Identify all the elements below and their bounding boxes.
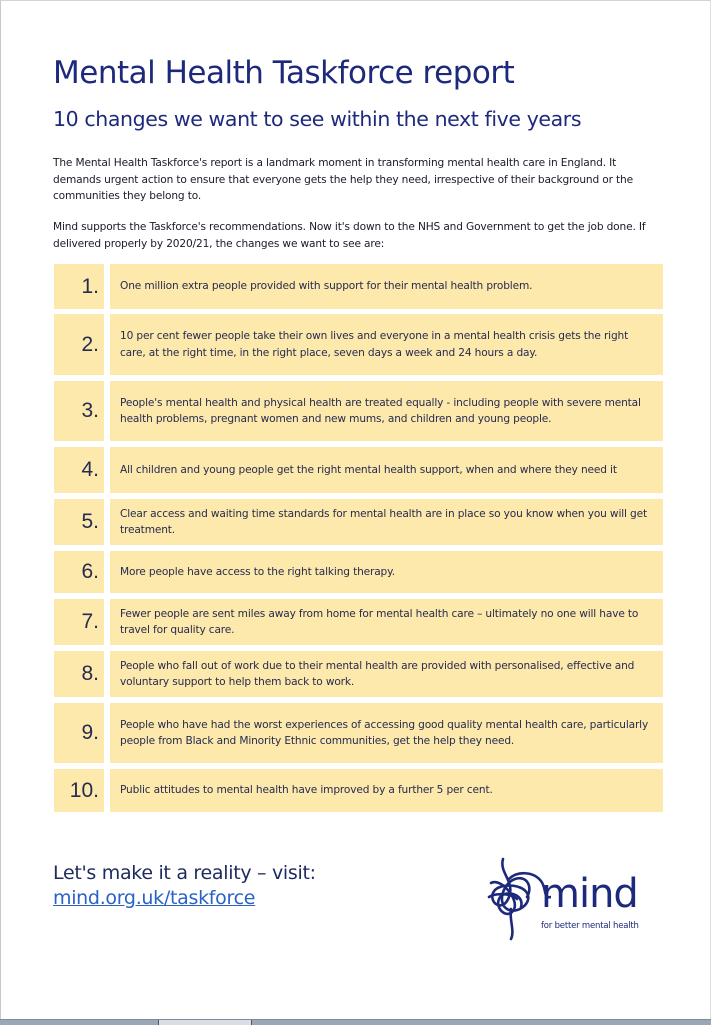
change-number-cell <box>54 599 104 645</box>
change-text: One million extra people provided with support for their mental health problem. <box>120 280 533 293</box>
change-text-cell <box>110 314 663 375</box>
change-row-10 <box>54 769 663 812</box>
change-number: 3. <box>81 399 99 422</box>
change-text: Fewer people are sent miles away from home for mental health care – ultimately no one will have to travel for quality care. <box>120 607 639 636</box>
change-number: 6. <box>81 560 99 583</box>
change-text: All children and young people get the right mental health support, when and where they need it <box>120 463 617 476</box>
change-number: 4. <box>81 458 99 481</box>
logo-wordmark: mind <box>541 871 638 917</box>
change-number-cell <box>54 264 104 309</box>
change-text-cell <box>110 551 663 593</box>
change-row-4 <box>54 447 663 493</box>
change-row-8 <box>54 651 663 697</box>
change-row-1 <box>54 264 663 309</box>
change-text: 10 per cent fewer people take their own lives and everyone in a mental health crisis gets the right care, at the right time, in the right place, seven days a week and 24 hours a day. <box>120 330 629 359</box>
mind-logo <box>481 851 661 946</box>
change-text: Clear access and waiting time standards for mental health are in place so you know when you will get treatment. <box>120 507 647 536</box>
change-row-9 <box>54 703 663 763</box>
change-row-5 <box>54 499 663 545</box>
horizontal-scrollbar[interactable] <box>0 1019 711 1025</box>
change-number-cell <box>54 703 104 763</box>
change-text-cell <box>110 651 663 697</box>
change-number-cell <box>54 447 104 493</box>
change-text-cell <box>110 447 663 493</box>
change-number: 5. <box>81 510 99 533</box>
change-text-cell <box>110 499 663 545</box>
change-number: 10. <box>69 778 99 802</box>
change-number-cell <box>54 651 104 697</box>
change-number: 7. <box>81 610 99 633</box>
scrollbar-thumb[interactable] <box>158 1020 252 1025</box>
change-text-cell <box>110 599 663 645</box>
change-text-cell <box>110 381 663 441</box>
logo-tagline: for better mental health <box>541 921 639 931</box>
change-row-2 <box>54 314 663 375</box>
change-number: 9. <box>81 721 99 744</box>
change-text: People who fall out of work due to their mental health are provided with personalised, effective and voluntary support to help them back to work. <box>120 659 635 688</box>
change-number-cell <box>54 381 104 441</box>
change-text-cell <box>110 769 663 812</box>
change-text-cell <box>110 264 663 309</box>
change-row-7 <box>54 599 663 645</box>
intro-paragraph-2: Mind supports the Taskforce's recommendations. Now it's down to the NHS and Government to get the job done. If delivered properly by 2020/21, the changes we want to see are: <box>53 221 646 250</box>
change-number-cell <box>54 551 104 593</box>
page-title: Mental Health Taskforce report <box>53 55 515 91</box>
change-text: People who have had the worst experiences of accessing good quality mental health care, particularly people from Black and Minority Ethnic communities, get the help they need. <box>120 718 649 747</box>
taskforce-link[interactable]: mind.org.uk/taskforce <box>53 887 256 909</box>
call-to-action-text: Let's make it a reality – visit: <box>53 862 316 884</box>
change-text: More people have access to the right talking therapy. <box>120 565 395 578</box>
change-number: 1. <box>81 274 99 298</box>
change-number-cell <box>54 314 104 375</box>
intro-paragraph-1: The Mental Health Taskforce's report is a landmark moment in transforming mental health care in England. It demands urgent action to ensure that everyone gets the help they need, irrespective of their background or the communities they belong to. <box>53 157 633 202</box>
change-row-6 <box>54 551 663 593</box>
change-number: 8. <box>81 662 99 685</box>
change-text-cell <box>110 703 663 763</box>
change-number-cell <box>54 499 104 545</box>
change-row-3 <box>54 381 663 441</box>
change-text: Public attitudes to mental health have improved by a further 5 per cent. <box>120 784 493 797</box>
page-subtitle: 10 changes we want to see within the next five years <box>53 107 582 131</box>
change-number-cell <box>54 769 104 812</box>
change-text: People's mental health and physical health are treated equally - including people with severe mental health problems, pregnant women and new mums, and children and young people. <box>120 396 641 425</box>
change-number: 2. <box>81 332 99 356</box>
